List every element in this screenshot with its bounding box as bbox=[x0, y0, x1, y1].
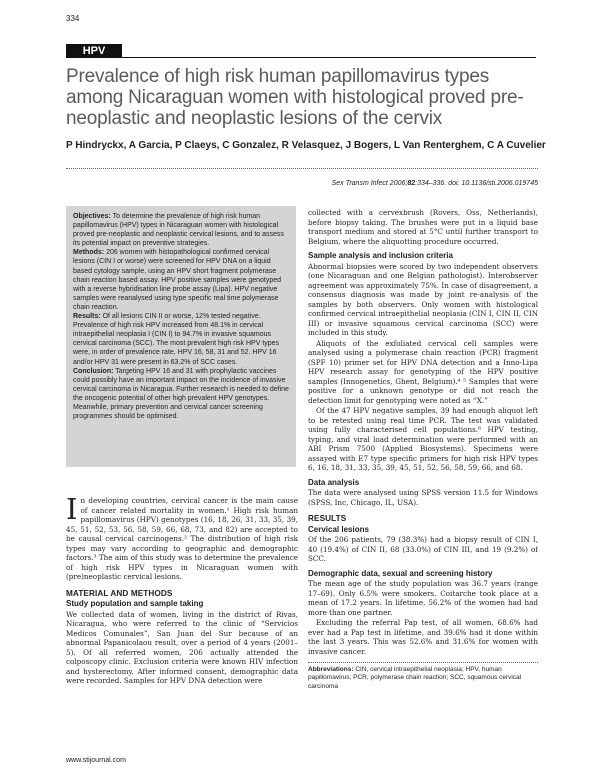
drop-cap: I bbox=[66, 496, 78, 526]
abbreviations-text: CIN, cervical intraepithelial neoplasia; HPV, human papillomavirus; PCR, polymerase chain reaction; SCC, squamous cervical carcinoma bbox=[308, 666, 522, 690]
sample-analysis-paragraph-3: Of the 47 HPV negative samples, 39 had enough aliquot left to be retested using real time PCR. The test was validated using fully characterised cell populations.⁶ HPV testing, typing, and viral load determination were performed with an ABI Prism 7500 (Applied Biosystems). Specimens were assayed with E7 type specific primers for high risk HPV types 6, 16, 18, 31, 33, 35, 39, 45, 51, 52, 56, 58, 59, 66, and 68. bbox=[308, 406, 538, 472]
header-divider bbox=[66, 168, 538, 169]
intro-paragraph bbox=[66, 496, 298, 582]
materials-heading: MATERIAL AND METHODS bbox=[66, 588, 173, 598]
conclusion-label: Conclusion: bbox=[73, 367, 114, 375]
citation-journal: Sex Transm Infect bbox=[331, 180, 388, 187]
article-title: Prevalence of high risk human papillomavirus types among Nicaraguan women with histological proved pre-neoplastic and neoplastic lesions of the cervix bbox=[66, 66, 524, 129]
methods-text: 206 women with histopathological confirmed cervical lesions (CIN I or worse) were screened for HPV DNA on a liquid based cytology sample, using an HPV short fragment polymerase chain reaction based assay. HPV positive samples were genotyped with a reverse hybridisation line probe assay (Lipa). HPV negative samples were reanalysed using type specific real time polymerase chain reaction. bbox=[73, 249, 282, 311]
citation-volume: 82 bbox=[407, 180, 416, 187]
author-list: P Hindryckx, A Garcia, P Claeys, C Gonzalez, R Velasquez, J Bogers, L Van Renterghem, C A Cuvelier bbox=[66, 140, 546, 151]
left-column-body bbox=[66, 496, 298, 751]
demographic-paragraph-1: The mean age of the study population was 36.7 years (range 17–69). Only 6.5% were smokers. Coitarche took place at a mean of 17.2 years. In lifetime, 56.2% of the women had had more than one partner. bbox=[308, 579, 538, 617]
demographic-paragraph-2: Excluding the referral Pap test, of all women, 68.6% had ever had a Pap test in lifetime, and 39.6% had it done within the last 3 years. This was 52.6% and 31.6% for women with invasive cancer. bbox=[308, 618, 538, 656]
abstract-box bbox=[66, 206, 296, 467]
abstract-conclusion bbox=[73, 367, 289, 422]
abstract-results bbox=[73, 312, 289, 367]
right-column-body bbox=[308, 208, 538, 748]
results-text: Of all lesions CIN II or worse, 12% tested negative. Prevalence of high risk HPV increased from 48.1% in cervical intraepithelial neoplasia I (CIN I) to 94.7% in invasive squamous cervical carcinoma (SCC). The most prevalent high risk HPV types were, in order of prevalence rate, HPV 16, 58, 31 and 52. HPV 16 and/or HPV 31 were present in 63.2% of SCC cases. bbox=[73, 313, 280, 366]
section-badge: HPV bbox=[66, 44, 122, 58]
conclusion-text: Targeting HPV 16 and 31 with prophylactic vaccines could possibly have an important impact on the incidence of invasive cervical carcinoma in Nicaragua. Further research is needed to define the oncogenic potential of other high prevalent HPV genotypes. Meanwhile, primary prevention and cervical cancer screening programmes should be optimised. bbox=[73, 367, 289, 421]
abbreviations-label: Abbreviations: bbox=[308, 666, 354, 673]
citation-line bbox=[332, 180, 538, 187]
objectives-text: To determine the prevalence of high risk human papillomavirus (HPV) types in Nicaraguan women with histological proved pre-neoplastic and neoplastic cervical lesions, and to assess its potential impact on preventive strategies. bbox=[73, 213, 284, 248]
study-population-heading: Study population and sample taking bbox=[66, 599, 204, 608]
demographic-heading: Demographic data, sexual and screening history bbox=[308, 568, 493, 578]
citation-pages: :334–336. doi: 10.1136/sti.2006.019745 bbox=[415, 180, 538, 187]
journal-url: www.stijournal.com bbox=[66, 757, 126, 764]
methods-label: Methods: bbox=[73, 249, 105, 257]
sample-collection-paragraph: collected with a cervexbrush (Rovers, Oss, Netherlands), before biopsy taking. The brushes were put in a liquid base transport medium and stored at 5°C until further transport to Belgium, where the aliquotting procedure occurred. bbox=[308, 208, 538, 246]
abbreviations-note bbox=[308, 666, 538, 691]
data-analysis-heading: Data analysis bbox=[308, 477, 360, 487]
sample-analysis-heading: Sample analysis and inclusion criteria bbox=[308, 251, 453, 260]
abbreviations-divider bbox=[308, 662, 538, 663]
abstract-objectives bbox=[73, 212, 289, 248]
abstract-methods bbox=[73, 248, 289, 312]
cervical-lesions-heading: Cervical lesions bbox=[308, 524, 369, 534]
sample-analysis-paragraph-2: Aliquots of the exfoliated cervical cell samples were analysed using a polymerase chain reaction (PCR) fragment (SPF 10) primer set for HPV DNA detection and a Inno-Lipa HPV research assay for genotyping of the HPV positive samples (Innogenetics, Ghent, Belgium).⁴ ⁵ Samples that were positive for a unknown genotype or did not reach the detection limit for genotyping were noted as “X.” bbox=[308, 338, 538, 405]
header-rule bbox=[66, 57, 536, 58]
sample-analysis-paragraph-1: Abnormal biopsies were scored by two independent observers (one Nicaraguan and one Belgian pathologist). Interobserver agreement was approximately 75%. In case of disagreement, a consensus diagnosis was made by joint re-analysis of the samples by both observers. Only women with histological confirmed cervical intraepithelial neoplasia (CIN I, CIN II, CIN III) or invasive squamous cervical carcinoma (SCC) were included in this study. bbox=[308, 261, 538, 337]
cervical-lesions-paragraph: Of the 206 patients, 79 (38.3%) had a biopsy result of CIN I, 40 (19.4%) of CIN II, 68 (33.0%) of CIN III, and 19 (9.2%) of SCC. bbox=[308, 535, 538, 563]
citation-year: 2006; bbox=[389, 180, 408, 187]
objectives-label: Objectives: bbox=[73, 213, 111, 220]
page-number: 334 bbox=[66, 14, 80, 23]
intro-text: n developing countries, cervical cancer is the main cause of cancer related mortality in women.¹ High risk human papillomavirus (HPV) genotypes (16, 18, 26, 31, 33, 35, 39, 45, 51, 52, 53, 56, 58, 59, 66, 68, 73, and 82) are accepted to be causal cervical carcinogens.² The distribution of high risk types may vary according to geographic and demographic factors.³ The aim of this study was to determine the prevalence of high risk HPV types in Nicaraguan women with (pre)neoplastic cervical lesions. bbox=[66, 496, 298, 581]
results-heading: RESULTS bbox=[308, 514, 347, 523]
study-population-paragraph: We collected data of women, living in the district of Rivas, Nicaragua, who were referred to the clinic of “Servicios Medicos Comunales”, San Juan del Sur because of an abnormal Papanicolaou result, over a period of 4 years (2001–5). Of all referred women, 206 actually attended the colposcopy clinic. Exclusion criteria were known HIV infection and hysterectomy. After informed consent, demographic data were recorded. Samples for HPV DNA detection were bbox=[66, 609, 298, 685]
data-analysis-paragraph: The data were analysed using SPSS version 11.5 for Windows (SPSS, Inc, Chicago, IL, USA). bbox=[308, 488, 538, 507]
results-label: Results: bbox=[73, 313, 101, 321]
